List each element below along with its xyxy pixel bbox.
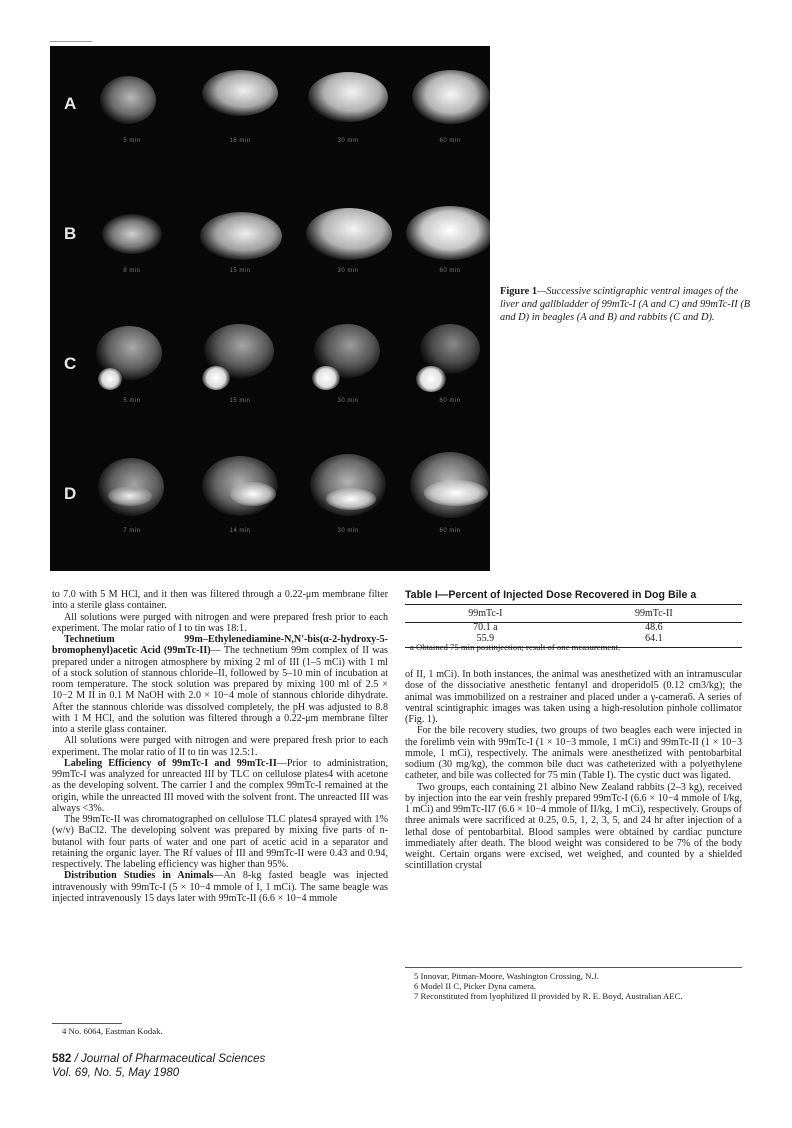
time-label: 15 min [229,268,251,274]
table-cell: 48.6 [645,622,663,633]
scan-image [304,308,392,416]
table-header: 99mTc-I [405,605,566,623]
table-cell: 64.1 [566,634,742,648]
time-label: 30 min [337,528,359,534]
footnote: 6 Model II C, Picker Dyna camera. [414,981,537,991]
time-label: 60 min [439,398,461,404]
time-label: 30 min [337,398,359,404]
journal-name: / Journal of Pharmaceutical Sciences [71,1052,266,1065]
journal-issue: Vol. 69, No. 5, May 1980 [52,1066,180,1079]
header-rule [50,41,92,42]
scan-image [304,178,392,286]
scan-image [196,178,284,286]
time-label: 7 min [123,528,141,534]
scan-image [88,178,176,286]
scan-image [406,48,490,156]
scan-image [406,178,490,286]
left-column [52,589,388,904]
time-label: 60 min [439,528,461,534]
figure-caption [500,286,752,324]
scan-image [196,48,284,156]
section-heading: Distribution Studies in Animals [64,870,214,882]
journal-footer [52,1052,265,1080]
time-label: 8 min [123,268,141,274]
figure-row-b [50,176,490,306]
scan-image [196,438,284,546]
footnote-rule [52,1023,122,1024]
right-column [405,669,742,872]
paragraph: Distribution Studies in Animals—An 8-kg fasted beagle was injected intravenously with 99mTc-I (5 × 10−4 mmole of I, 1 mCi). The same beagle was injected intravenously 15 days later with 99mTc-II (6.6 × 10−4 mmole [52,870,388,904]
paragraph: The 99mTc-II was chromatographed on cellulose TLC plates4 sprayed with 1% (w/v) BaCl2. The developing solvent was prepared by mixing five parts of n-butanol with four parts of water and one part of acetic acid in a separator and retaining the organic layer. The Rf values of III and 99mTc-II were 0.43 and 0.94, respectively. The labeling efficiency was higher than 95%. [52,814,388,870]
figure-row-a [50,46,490,176]
time-label: 15 min [229,398,251,404]
table-title: Table I—Percent of Injected Dose Recovered in Dog Bile a [405,589,697,601]
time-label: 30 min [337,138,359,144]
scan-image [406,308,490,416]
table-cell: 55.9 [405,634,566,648]
time-label: 60 min [439,268,461,274]
row-label: A [64,94,77,113]
time-label: 30 min [337,268,359,274]
paragraph: All solutions were purged with nitrogen and were prepared fresh prior to each experiment. The molar ratio of I to tin was 18:1. [52,611,388,634]
scan-image [88,48,176,156]
time-label: 60 min [439,138,461,144]
table-note: a Obtained 75 min postinjection; result of one measurement. [410,642,621,652]
paragraph: Technetium 99m–Ethylenediamine-N,N′-bis(α-2-hydroxy-5-bromophenyl)acetic Acid (99mTc-II)— The technetium 99m complex of II was prepared under a nitrogen atmosphere by mixing 2 ml of III (1–5 mCi) with 1 ml of a stock solution of stannous chloride–II, followed by 5–10 min of incubation at room temperature. The stock solution was prepared by mixing 100 ml of 2.5 × 10−2 M II in 0.1 M NaOH with 2.0 × 10−4 mole of stannous chloride dihydrate. After the stannous chloride was dissolved completely, the pH was adjusted to 8.8 with 1 M HCl, and the solution was filtered through a 0.22-μm membrane filter into a sterile glass container. [52,634,388,735]
time-label: 5 min [123,398,141,404]
footnotes-right [414,971,742,1001]
table-row [405,623,742,634]
section-heading: Technetium 99m–Ethylenediamine-N,N′-bis(α-2-hydroxy-5-bromophenyl)acetic Acid (99mTc-II) [52,634,388,657]
paragraph: All solutions were purged with nitrogen and were prepared fresh prior to each experiment. The molar ratio of II to tin was 12.5:1. [52,735,388,758]
row-label: D [64,484,77,503]
paragraph: Two groups, each containing 21 albino New Zealand rabbits (2–3 kg), received by injection into the ear vein freshly prepared 99mTc-I (6.6 × 10−4 mmole of I/kg, 1 mCi) and 99mTc-II7 (6.6 × 10−4 mmole of II/kg, 1 mCi), respectively. Groups of three animals were sacrificed at 0.25, 0.5, 1, 2, 3, 5, and 24 hr after injection of a lethal dose of pentobarbital. Blood samples were obtained by cardiac puncture immediately after death. The blood weight was considered to be 7% of the body weight. Certain organs were excised, wet weighed, and counted by a shielded scintillation crystal [405,781,742,872]
section-heading: Labeling Efficiency of 99mTc-I and 99mTc-II [64,757,277,769]
scintigraphic-figure [50,46,490,571]
paragraph: Labeling Efficiency of 99mTc-I and 99mTc-II—Prior to administration, 99mTc-I was analyzed for unreacted III by TLC on cellulose plates4 with acetone as the developing solvent. The carrier I and the complex 99mTc-I remained at the origin, while the unreacted III moved with the solvent front. The unreacted III was always <3%. [52,757,388,814]
scan-image [406,438,490,546]
scan-image [196,308,284,416]
paragraph: of II, 1 mCi). In both instances, the animal was anesthetized with an intramuscular dose of the dissociative anesthetic fentanyl and droperidol5 (0.12 cm3/kg); the animal was immobilized on a restrainer and placed under a γ-camera6. A series of ventral scintigraphic images was taken using a high-resolution pinhole collimator (Fig. 1). [405,669,742,725]
paragraph: For the bile recovery studies, two groups of two beagles each were injected in the forelimb vein with 99mTc-I (1 × 10−3 mmole, 1 mCi) and 99mTc-II (1 × 10−3 mmole, 1 mCi), respectively. The animals were anesthetized with pentobarbital sodium (30 mg/kg), the common bile duct was catheterized with a polyethylene catheter, and bile was collected for 75 min (Table I). The cystic duct was ligated. [405,725,742,782]
row-label: B [64,224,77,243]
scan-image [88,438,176,546]
caption-text: —Successive scintigraphic ventral images of the liver and gallbladder of 99mTc-I (A and C) and 99mTc-II (B and D) in beagles (A and B) and rabbits (C and D). [500,286,751,323]
scan-image [88,308,176,416]
caption-label: Figure 1 [500,286,538,297]
figure-row-d [50,436,490,566]
footnote: 4 No. 6064, Eastman Kodak. [62,1026,163,1036]
figure-row-c [50,306,490,436]
paragraph: to 7.0 with 5 M HCl, and it then was filtered through a 0.22-μm membrane filter into a sterile glass container. [52,589,388,612]
time-label: 16 min [229,138,251,144]
table-header: 99mTc-II [566,605,742,623]
time-label: 5 min [123,138,141,144]
scan-image [304,438,392,546]
time-label: 14 min [229,528,251,534]
table-header-row [405,605,742,623]
scan-image [304,48,392,156]
page-number: 582 [52,1052,72,1065]
table-cell: 70.1 a [473,622,498,633]
row-label: C [64,354,77,373]
footnote: 7 Reconstituted from lyophilized II provided by R. E. Boyd, Australian AEC. [414,991,683,1001]
footnote: 5 Innovar, Pitman-Moore, Washington Crossing, N.J. [414,971,600,981]
footnote-rule [405,967,742,968]
